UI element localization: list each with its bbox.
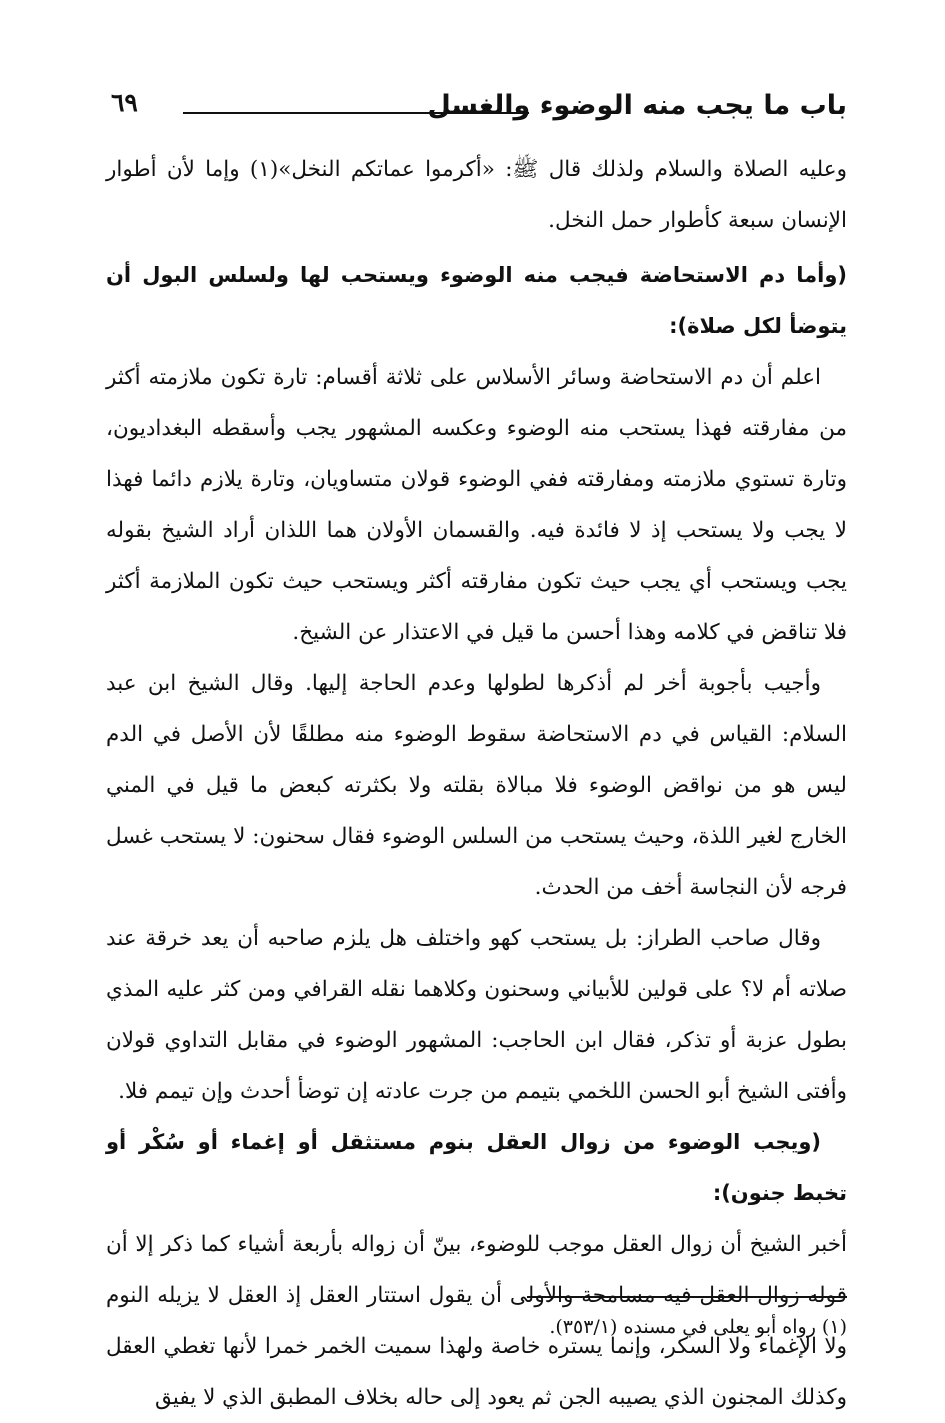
running-title: باب ما يجب منه الوضوء والغسل bbox=[427, 90, 847, 121]
paragraph-3: اعلم أن دم الاستحاضة وسائر الأسلاس على ثلاثة أقسام: تارة تكون ملازمته أكثر من مفارقته فهذا يستحب منه الوضوء وعكسه المشهور يجب وأسقطه البغداديون، وتارة تستوي ملازمته ومفارقته ففي الوضوء قولان متساويان، وتارة يلازم دائما فهذا لا يجب ولا يستحب إذ لا فائدة فيه. والقسمان الأولان هما اللذان أراد الشيخ بقوله يجب ويستحب أي يجب حيث تكون مفارقته أكثر ويستحب حيث تكون الملازمة أكثر فلا تناقض في كلامه وهذا أحسن ما قيل في الاعتذار عن الشيخ. bbox=[106, 365, 847, 645]
matn-paragraph-2: (وأما دم الاستحاضة فيجب منه الوضوء ويستحب لها ولسلس البول أن يتوضأ لكل صلاة): bbox=[106, 263, 847, 338]
paragraph-7: أخبر الشيخ أن زوال العقل موجب للوضوء، بينّ أن زواله بأربعة أشياء كما ذكر إلا أن قوله زوال العقل فيه مسامحة والأولى أن يقول استتار العقل إذ العقل لا يزيله النوم ولا الإغماء ولا السكر، وإنما يستره خاصة ولهذا سميت الخمر خمرا لأنها تغطي العقل وكذلك المجنون الذي يصيبه الجن ثم يعود إلى حاله بخلاف المطبق الذي لا يفيق bbox=[106, 1232, 847, 1410]
header-rule bbox=[183, 112, 529, 114]
matn-paragraph-6: (ويجب الوضوء من زوال العقل بنوم مستثقل أو إغماء أو سُكْر أو تخبط جنون): bbox=[106, 1130, 847, 1205]
footnote-rule bbox=[527, 1296, 847, 1298]
paragraph-5: وقال صاحب الطراز: بل يستحب كهو واختلف هل يلزم صاحبه أن يعد خرقة عند صلاته أم لا؟ على قولين للأبياني وسحنون وكلاهما نقله القرافي ومن كثر عليه المذي بطول عزبة أو تذكر، فقال ابن الحاجب: المشهور الوضوء في مقابل التداوي قولان وأفتى الشيخ أبو الحسن اللخمي بتيمم من جرت عادته إن توضأ أحدث وإن تيمم فلا. bbox=[106, 926, 847, 1104]
page-number: ٦٩ bbox=[111, 88, 138, 117]
footnote: (١) رواه أبو يعلى في مسنده (٣٥٣/١). bbox=[549, 1316, 847, 1338]
page-header bbox=[105, 88, 847, 136]
paragraph-4: وأجيب بأجوبة أخر لم أذكرها لطولها وعدم الحاجة إليها. وقال الشيخ ابن عبد السلام: القياس في دم الاستحاضة سقوط الوضوء منه مطلقًا لأن الأصل في الدم ليس هو من نواقض الوضوء فلا مبالاة بقلته ولا بكثرته كبعض ما قيل في المني الخارج لغير اللذة، وحيث يستحب من السلس الوضوء فقال سحنون: لا يستحب غسل فرجه لأن النجاسة أخف من الحدث. bbox=[106, 671, 847, 900]
paragraph-1: وعليه الصلاة والسلام ولذلك قال ﷺ: «أكرموا عماتكم النخل»(١) وإما لأن أطوار الإنسان سبعة كأطوار حمل النخل. bbox=[106, 157, 847, 233]
main-text bbox=[106, 144, 847, 1423]
